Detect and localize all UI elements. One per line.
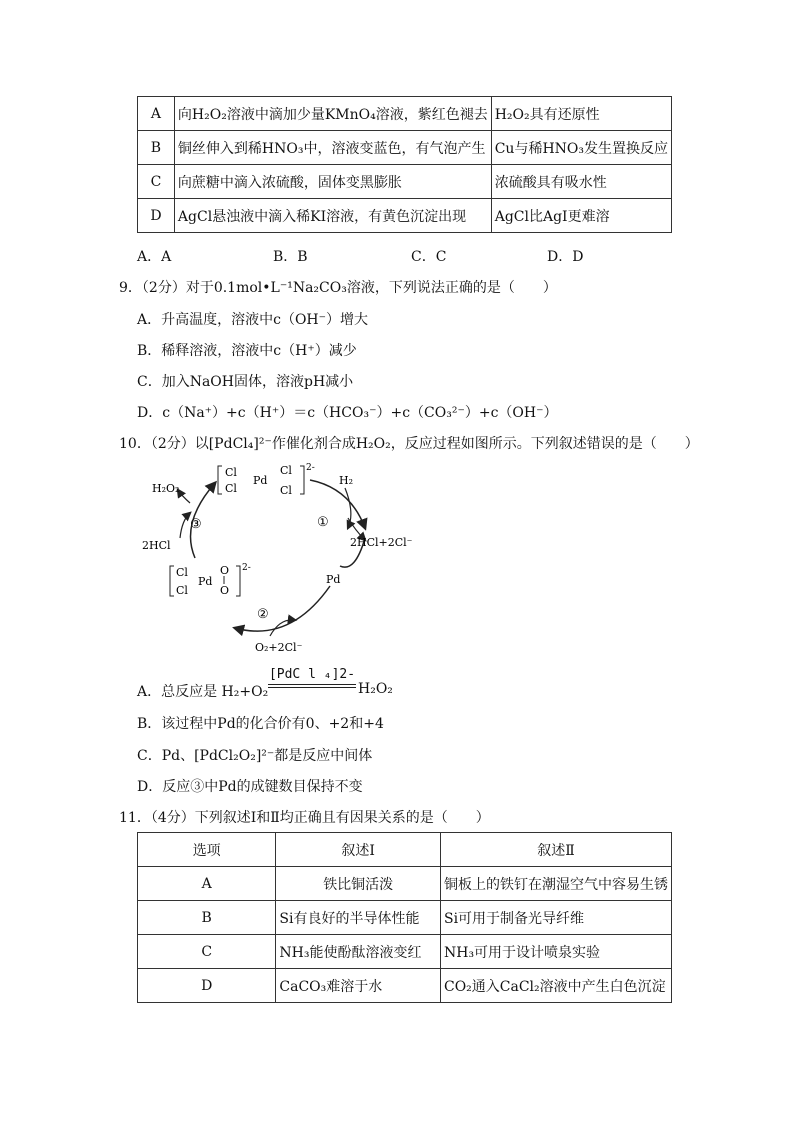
conclusion-cell: Cu与稀HNO₃发生置换反应 — [491, 131, 671, 165]
pdcl4-structure — [218, 463, 315, 497]
q10-stem: 10．（2分）以[PdCl₄]²⁻作催化剂合成H₂O₂，反应过程如图所示。下列叙述错误的是（ ） — [119, 436, 699, 452]
hcl-label: 2HCl — [142, 539, 171, 552]
step2-label: ② — [257, 607, 269, 622]
row-label: D — [138, 199, 175, 233]
svg-text:Cl: Cl — [176, 566, 188, 579]
svg-text:Cl: Cl — [225, 466, 237, 479]
conclusion-cell: H₂O₂具有还原性 — [491, 97, 671, 131]
h2o2-out-arrow — [178, 490, 190, 503]
svg-text:Cl: Cl — [280, 464, 292, 477]
table-row — [138, 969, 672, 1003]
row-label: A — [138, 97, 175, 131]
step1-label: ① — [317, 515, 329, 530]
operation-cell: 向蔗糖中滴入浓硫酸，固体变黑膨胀 — [174, 165, 491, 199]
svg-text:O: O — [220, 564, 230, 577]
catalyst-label: [PdC l ₄]2- — [268, 667, 356, 682]
h2o2-label: H₂O₂ — [152, 482, 180, 495]
operation-cell: 向H₂O₂溶液中滴加少量KMnO₄溶液，紫红色褪去 — [174, 97, 491, 131]
table-row — [138, 165, 672, 199]
header-statement-2: 叙述Ⅱ — [440, 833, 671, 867]
statement-1-cell: 铁比铜活泼 — [276, 867, 441, 901]
q10-option-d[interactable]: D．反应③中Pd的成键数目保持不变 — [137, 779, 363, 795]
row-label: C — [138, 165, 175, 199]
table-row — [138, 97, 672, 131]
q9-stem: 9．（2分）对于0.1mol•L⁻¹Na₂CO₃溶液，下列说法正确的是（ ） — [119, 280, 557, 296]
table-row — [138, 199, 672, 233]
statement-2-cell: 铜板上的铁钉在潮湿空气中容易生锈 — [440, 867, 671, 901]
statement-2-cell: CO₂通入CaCl₂溶液中产生白色沉淀 — [440, 969, 671, 1003]
row-label: B — [138, 901, 276, 935]
svg-text:Pd: Pd — [253, 474, 268, 487]
option-a-product: H₂O₂ — [358, 681, 393, 697]
q9-option-c[interactable]: C．加入NaOH固体，溶液pH减小 — [137, 374, 354, 390]
header-statement-1: 叙述Ⅰ — [276, 833, 441, 867]
conclusion-cell: AgCl比AgI更难溶 — [491, 199, 671, 233]
q10-option-c[interactable]: C．Pd、[PdCl₂O₂]²⁻都是反应中间体 — [137, 748, 373, 764]
operation-cell: 铜丝伸入到稀HNO₃中，溶液变蓝色，有气泡产生 — [174, 131, 491, 165]
products1-label: 2HCl+2Cl⁻ — [350, 536, 413, 549]
statement-1-cell: Si有良好的半导体性能 — [276, 901, 441, 935]
svg-text:2-: 2- — [242, 563, 251, 573]
svg-text:Cl: Cl — [225, 482, 237, 495]
svg-text:2-: 2- — [306, 463, 315, 473]
row-label: C — [138, 935, 276, 969]
h2-label: H₂ — [339, 474, 354, 487]
statement-2-cell: NH₃可用于设计喷泉实验 — [440, 935, 671, 969]
operation-cell: AgCl悬浊液中滴入稀KI溶液，有黄色沉淀出现 — [174, 199, 491, 233]
row-label: B — [138, 131, 175, 165]
q8-table — [137, 96, 672, 233]
q8-option-b[interactable]: B．B — [273, 249, 308, 265]
row-label: D — [138, 969, 276, 1003]
q10-option-a[interactable] — [137, 681, 268, 701]
table-row — [138, 131, 672, 165]
step3-label: ③ — [190, 517, 202, 532]
pdcl2o2-structure — [170, 563, 251, 597]
q11-stem: 11．（4分）下列叙述Ⅰ和Ⅱ均正确且有因果关系的是（ ） — [119, 810, 490, 826]
equals-line — [268, 684, 356, 688]
statement-1-cell: NH₃能使酚酞溶液变红 — [276, 935, 441, 969]
statement-2-cell: Si可用于制备光导纤维 — [440, 901, 671, 935]
svg-text:O: O — [220, 584, 230, 597]
q9-option-b[interactable]: B．稀释溶液，溶液中c（H⁺）减少 — [137, 343, 357, 359]
q11-table — [137, 832, 672, 1003]
catalytic-cycle-diagram — [140, 458, 425, 658]
statement-1-cell: CaCO₃难溶于水 — [276, 969, 441, 1003]
option-a-text: A．总反应是 H₂+O₂ — [137, 684, 269, 700]
catalyst-over-arrow — [268, 666, 356, 688]
row-label: A — [138, 867, 276, 901]
q9-option-d[interactable]: D．c（Na⁺）+c（H⁺）＝c（HCO₃⁻）+c（CO₃²⁻）+c（OH⁻） — [137, 405, 558, 421]
q8-option-a[interactable]: A．A — [137, 249, 172, 265]
reactants2-label: O₂+2Cl⁻ — [255, 641, 303, 654]
table-row — [138, 935, 672, 969]
q8-option-d[interactable]: D．D — [547, 249, 584, 265]
svg-text:Pd: Pd — [198, 575, 213, 588]
q9-option-a[interactable]: A．升高温度，溶液中c（OH⁻）增大 — [137, 312, 369, 328]
hcl-in-arrow — [180, 513, 190, 538]
table-row — [138, 901, 672, 935]
table-row — [138, 867, 672, 901]
cycle-arc-bottom — [235, 586, 330, 631]
q10-option-b[interactable]: B．该过程中Pd的化合价有0、+2和+4 — [137, 716, 384, 732]
svg-text:Cl: Cl — [280, 484, 292, 497]
conclusion-cell: 浓硫酸具有吸水性 — [491, 165, 671, 199]
header-option: 选项 — [138, 833, 276, 867]
table-header-row — [138, 833, 672, 867]
q8-option-c[interactable]: C．C — [411, 249, 447, 265]
pd-label: Pd — [326, 573, 341, 586]
svg-text:Cl: Cl — [176, 584, 188, 597]
